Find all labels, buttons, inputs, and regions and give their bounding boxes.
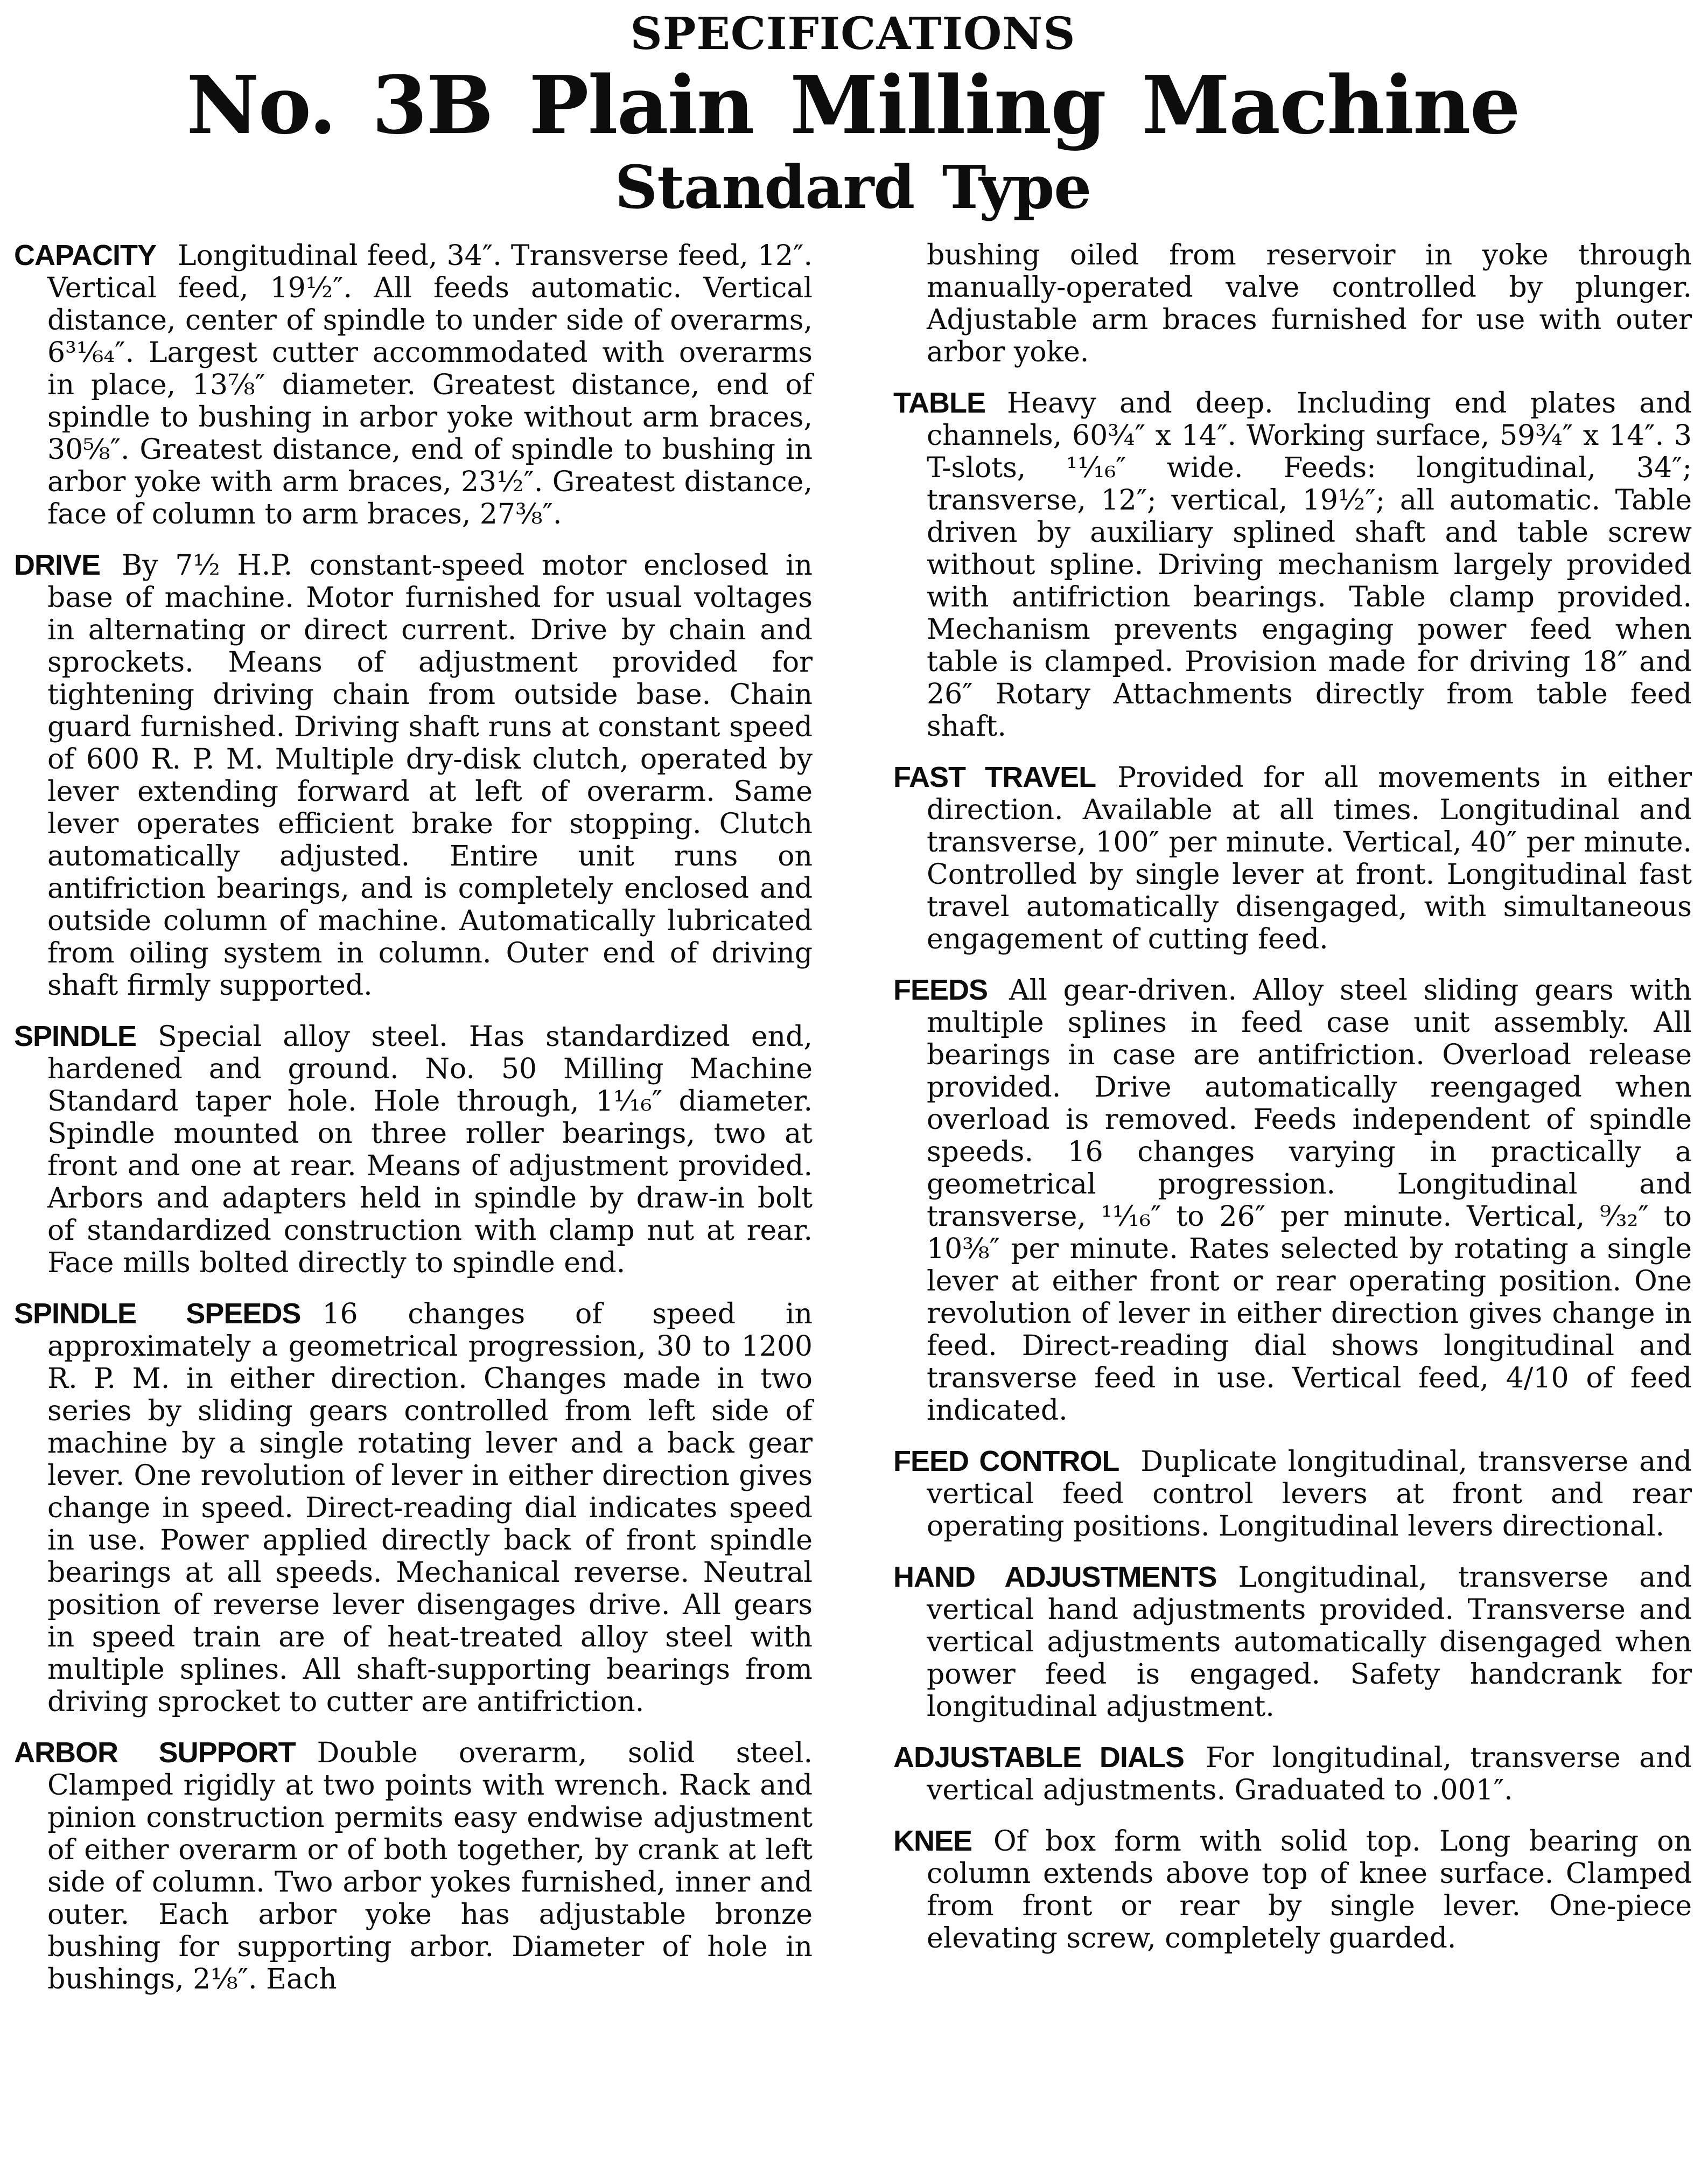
body-adjustable-dials: For longitudinal, transverse and vertical adjustments. Graduated to .001″. (927, 1742, 1692, 1807)
heading-arbor-support: ARBOR SUPPORT (14, 1736, 296, 1769)
heading-drive: DRIVE (14, 549, 101, 582)
body-drive: By 7½ H.P. constant-speed motor enclosed in base of machine. Motor furnished for usual voltages in alternating or direct current. Drive by chain and sprockets. Means of adjustment provided for tightening driving chain from outside base. Chain guard furnished. Driving shaft runs at constant speed of 600 R. P. M. Multiple dry-disk clutch, operated by lever extending forward at left of overarm. Same lever operates efficient brake for stopping. Clutch automatically adjusted. Entire unit runs on antifriction bearings, and is completely enclosed and outside column of machine. Automatically lubricated from oiling system in column. Outer end of driving shaft firmly supported. (47, 549, 813, 1002)
heading-capacity: CAPACITY (14, 239, 157, 272)
body-fast-travel: Provided for all movements in either direction. Available at all times. Longitudinal and transverse, 100″ per minute. Vertical, 40″ per minute. Controlled by single lever at front. Longitudinal fast travel automatically disengaged, with simultaneous engagement of cutting feed. (927, 762, 1692, 956)
body-knee: Of box form with solid top. Long bearing on column extends above top of knee surface. Clamped from front or rear by single lever. One-piece elevating screw, completely guarded. (927, 1825, 1692, 1955)
heading-feed-control: FEED CONTROL (893, 1445, 1119, 1478)
section-arbor-support (14, 1736, 813, 1995)
heading-table: TABLE (893, 387, 985, 420)
section-capacity (14, 239, 813, 531)
section-hand-adjustments (893, 1561, 1692, 1723)
spec-columns (14, 239, 1692, 2014)
body-feed-control: Duplicate longitudinal, transverse and vertical feed control levers at front and rear operating positions. Longitudinal levers directional. (927, 1446, 1692, 1543)
section-spindle (14, 1020, 813, 1279)
body-capacity: Longitudinal feed, 34″. Transverse feed, 12″. Vertical feed, 19½″. All feeds automatic. Vertical distance, center of spindle to under side of overarms, 6³¹⁄₆₄″. Largest cutter accommodated with overarms in place, 13⅞″ diameter. Greatest distance, end of spindle to bushing in arbor yoke without arm braces, 30⅝″. Greatest distance, end of spindle to bushing in arbor yoke with arm braces, 23½″. Greatest distance, face of column to arm braces, 27⅜″. (47, 240, 813, 531)
title-block (14, 9, 1692, 220)
body-arbor-support: Double overarm, solid steel. Clamped rigidly at two points with wrench. Rack and pinion construction permits easy endwise adjustment of either overarm or of both together, by crank at left side of column. Two arbor yokes furnished, inner and outer. Each arbor yoke has adjustable bronze bushing for supporting arbor. Diameter of hole in bushings, 2⅛″. Each (47, 1737, 813, 1996)
heading-spindle-speeds: SPINDLE SPEEDS (14, 1297, 301, 1330)
section-feed-control (893, 1445, 1692, 1543)
body-arbor-support-continued: bushing oiled from reservoir in yoke through manually-operated valve controlled by plunger. Adjustable arm braces furnished for use with outer arbor yoke. (927, 239, 1692, 369)
body-spindle: Special alloy steel. Has standardized end, hardened and ground. No. 50 Milling Machine Standard taper hole. Hole through, 1¹⁄₁₆″ diameter. Spindle mounted on three roller bearings, two at front and one at rear. Means of adjustment provided. Arbors and adapters held in spindle by draw-in bolt of standardized construction with clamp nut at rear. Face mills bolted directly to spindle end. (47, 1021, 813, 1280)
left-column (14, 239, 813, 2014)
heading-knee: KNEE (893, 1825, 972, 1858)
page-title: No. 3B Plain Milling Machine (186, 58, 1520, 152)
body-hand-adjustments: Longitudinal, transverse and vertical hand adjustments provided. Transverse and vertical adjustments automatically disengaged when power feed is engaged. Safety handcrank for longitudinal adjustment. (927, 1561, 1692, 1724)
section-spindle-speeds (14, 1297, 813, 1718)
section-feeds (893, 974, 1692, 1427)
heading-adjustable-dials: ADJUSTABLE DIALS (893, 1741, 1184, 1774)
right-column (893, 239, 1692, 2014)
section-arbor-support-continued (893, 239, 1692, 368)
body-spindle-speeds: 16 changes of speed in approximately a geometrical progression, 30 to 1200 R. P. M. in either direction. Changes made in two series by sliding gears controlled from left side of machine by a single rotating lever and a back gear lever. One revolution of lever in either direction gives change in speed. Direct-reading dial indicates speed in use. Power applied directly back of front spindle bearings at all speeds. Mechanical reverse. Neutral position of reverse lever disengages drive. All gears in speed train are of heat-treated alloy steel with multiple splines. All shaft-supporting bearings from driving sprocket to cutter are antifriction. (47, 1298, 813, 1719)
heading-fast-travel: FAST TRAVEL (893, 761, 1096, 794)
page-subtitle: Standard Type (614, 152, 1091, 222)
heading-spindle: SPINDLE (14, 1020, 137, 1053)
page-kicker: SPECIFICATIONS (630, 8, 1076, 60)
heading-hand-adjustments: HAND ADJUSTMENTS (893, 1561, 1217, 1594)
section-fast-travel (893, 761, 1692, 955)
section-drive (14, 549, 813, 1002)
body-feeds: All gear-driven. Alloy steel sliding gears with multiple splines in feed case unit assembly. All bearings in case are antifriction. Overload release provided. Drive automatically reengaged when overload is removed. Feeds independent of spindle speeds. 16 changes varying in practically a geometrical progression. Longitudinal and transverse, ¹¹⁄₁₆″ to 26″ per minute. Vertical, ⁹⁄₃₂″ to 10⅜″ per minute. Rates selected by rotating a single lever at either front or rear operating position. One revolution of lever in either direction gives change in feed. Direct-reading dial shows longitudinal and transverse feed in use. Vertical feed, 4/10 of feed indicated. (927, 974, 1692, 1427)
body-table: Heavy and deep. Including end plates and channels, 60¾″ x 14″. Working surface, 59¾″ x 14″. 3 T-slots, ¹¹⁄₁₆″ wide. Feeds: longitudinal, 34″; transverse, 12″; vertical, 19½″; all automatic. Table driven by auxiliary splined shaft and table screw without spline. Driving mechanism largely provided with antifriction bearings. Table clamp provided. Mechanism prevents engaging power feed when table is clamped. Provision made for driving 18″ and 26″ Rotary Attachments directly from table feed shaft. (927, 387, 1692, 743)
section-adjustable-dials (893, 1741, 1692, 1806)
heading-feeds: FEEDS (893, 974, 988, 1007)
section-knee (893, 1825, 1692, 1955)
section-table (893, 387, 1692, 743)
